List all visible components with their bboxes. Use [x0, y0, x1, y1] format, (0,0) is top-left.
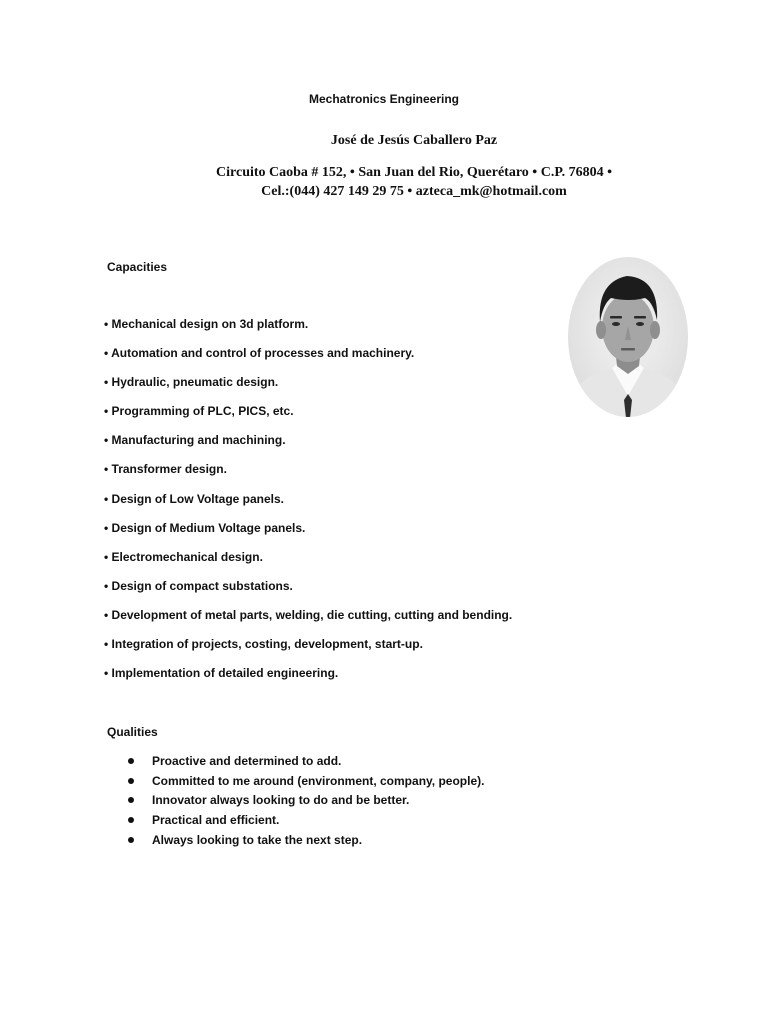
list-item-label: Committed to me around (environment, company, people).: [152, 773, 485, 788]
list-item-label: Proactive and determined to add.: [152, 754, 342, 768]
capacities-heading: Capacities: [107, 260, 168, 274]
bullet-icon: [128, 758, 134, 764]
list-item: • Automation and control of processes and machinery.: [104, 346, 415, 361]
list-item: • Design of Medium Voltage panels.: [104, 520, 306, 535]
qualities-heading: Qualities: [107, 725, 158, 739]
list-item-label: Always looking to take the next step.: [152, 832, 363, 847]
list-item: [128, 792, 484, 812]
capacities-list: [104, 316, 512, 694]
contact-line: Cel.:(044) 427 149 29 75 • azteca_mk@hotmail.com: [261, 184, 567, 199]
list-item: • Programming of PLC, PICS, etc.: [104, 404, 294, 419]
list-item: [128, 812, 484, 832]
list-item: • Design of compact substations.: [104, 578, 293, 593]
list-item: • Electromechanical design.: [104, 549, 263, 564]
list-item-label: Practical and efficient.: [152, 813, 280, 828]
list-item: • Transformer design.: [104, 462, 227, 477]
list-item: [128, 773, 484, 793]
list-item: • Hydraulic, pneumatic design.: [104, 375, 279, 390]
list-item: • Implementation of detailed engineering.: [104, 666, 339, 681]
profile-photo: [567, 256, 689, 418]
bullet-icon: [128, 817, 134, 823]
list-item: [128, 753, 484, 773]
bullet-icon: [128, 837, 134, 843]
bullet-icon: [128, 778, 134, 784]
bullet-icon: [128, 797, 134, 803]
document-subtitle: Mechatronics Engineering: [308, 92, 460, 106]
list-item: • Mechanical design on 3d platform.: [104, 317, 309, 331]
list-item: • Integration of projects, costing, development, start-up.: [104, 637, 423, 652]
list-item: • Manufacturing and machining.: [104, 433, 286, 448]
person-name: José de Jesús Caballero Paz: [330, 133, 498, 148]
list-item-label: Innovator always looking to do and be better.: [152, 793, 410, 808]
list-item: [128, 832, 484, 852]
list-item: • Design of Low Voltage panels.: [104, 491, 284, 506]
qualities-list: [128, 753, 484, 851]
address-line: Circuito Caoba # 152, • San Juan del Rio, Querétaro • C.P. 76804 •: [216, 165, 612, 180]
list-item: • Development of metal parts, welding, die cutting, cutting and bending.: [104, 607, 513, 622]
